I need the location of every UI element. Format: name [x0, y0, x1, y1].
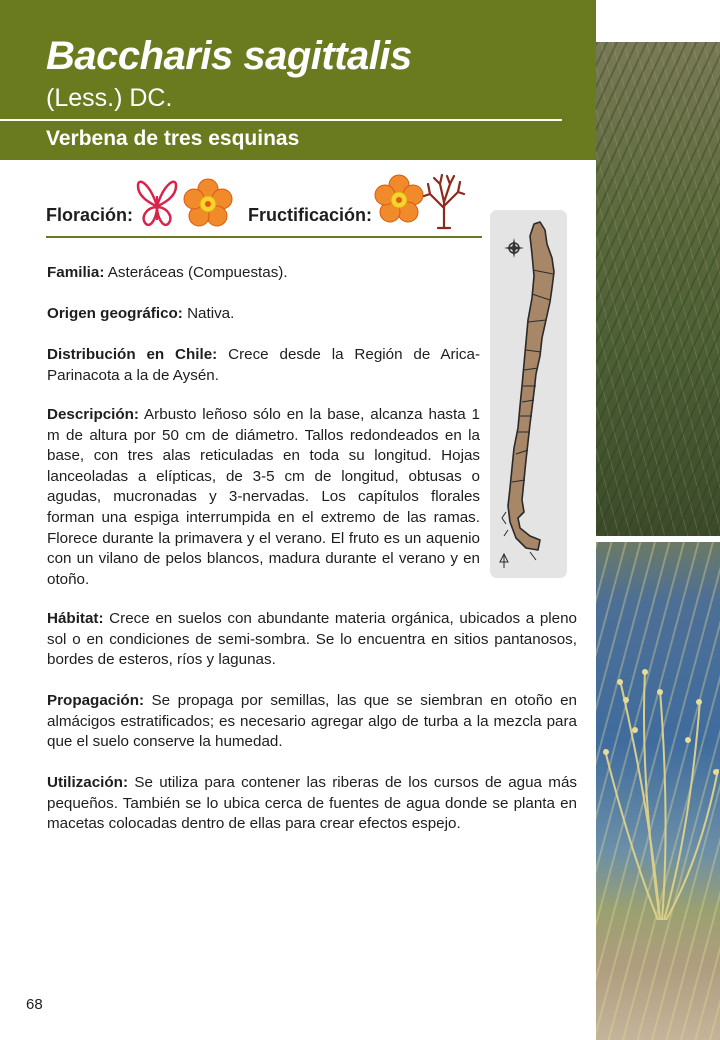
utilizacion-text: Se utiliza para contener las riberas de los cursos de agua más pequeños. También se lo ubica cerca de fuentes de agua donde se planta en macetas colocadas dentro de ellas para crear efectos espejo.	[47, 774, 577, 833]
habitat-paragraph	[47, 609, 577, 671]
scientific-name: Baccharis sagittalis	[46, 34, 412, 78]
fruiting-label: Fructificación:	[248, 205, 373, 225]
familia-label: Familia:	[47, 264, 105, 281]
origen-label: Origen geográfico:	[47, 305, 183, 322]
descripcion-label: Descripción:	[47, 406, 139, 423]
plant-photo-top	[596, 42, 720, 536]
distribucion-text: Crece desde la Región de Arica-Parinacota a la de Aysén.	[47, 346, 481, 384]
page-number: 68	[26, 996, 43, 1013]
header-divider	[0, 119, 562, 121]
phenology-divider	[46, 236, 482, 238]
flower-icon	[373, 174, 425, 226]
utilizacion-label: Utilización:	[47, 774, 129, 791]
distribution-map-panel	[490, 210, 567, 578]
chile-distribution-map	[490, 210, 567, 578]
butterfly-icon	[134, 176, 180, 230]
tree-icon	[420, 172, 468, 230]
common-name: Verbena de tres esquinas	[46, 127, 300, 150]
propagacion-paragraph	[47, 691, 577, 753]
habitat-text: Crece en suelos con abundante materia orgánica, ubicados a pleno sol o en condiciones de semi-sombra. Se lo encuentra en sitios pantanosos, bordes de esteros, ríos y lagunas.	[47, 610, 577, 669]
familia-paragraph	[47, 263, 480, 284]
origen-paragraph	[47, 304, 480, 325]
familia-text: Asteráceas (Compuestas).	[104, 264, 288, 281]
propagacion-text: Se propaga por semillas, las que se siembran en otoño en almácigos estratificados; es necesario agregar algo de turba a la mezcla para que el suelo conserve la humedad.	[47, 692, 577, 751]
utilizacion-paragraph	[47, 773, 577, 835]
shrub-stems-overlay	[600, 660, 720, 920]
flowering-label: Floración:	[46, 205, 134, 225]
propagacion-label: Propagación:	[47, 692, 145, 709]
distribucion-paragraph	[47, 345, 480, 386]
compass-rose-icon	[504, 238, 524, 258]
author-citation: (Less.) DC.	[46, 84, 173, 112]
flower-icon	[182, 178, 234, 230]
habitat-label: Hábitat:	[47, 610, 104, 627]
distribucion-label: Distribución en Chile:	[47, 346, 218, 363]
origen-text: Nativa.	[182, 305, 235, 322]
descripcion-paragraph	[47, 405, 480, 590]
descripcion-text: Arbusto leñoso sólo en la base, alcanza hasta 1 m de altura por 50 cm de diámetro. Tallos redondeados en la base, con tres alas reticuladas en toda su longitud. Hojas lanceoladas a elípticas, de 3-5 cm de longitud, obtusas o agudas, mucronadas y 3-nervadas. Los capítulos florales forman una espiga interrumpida en el extremo de las ramas. Florece durante la primavera y el verano. El fruto es un aquenio con un vilano de pelos blancos, madura durante el verano y en otoño.	[47, 406, 480, 588]
title-band	[0, 0, 596, 160]
